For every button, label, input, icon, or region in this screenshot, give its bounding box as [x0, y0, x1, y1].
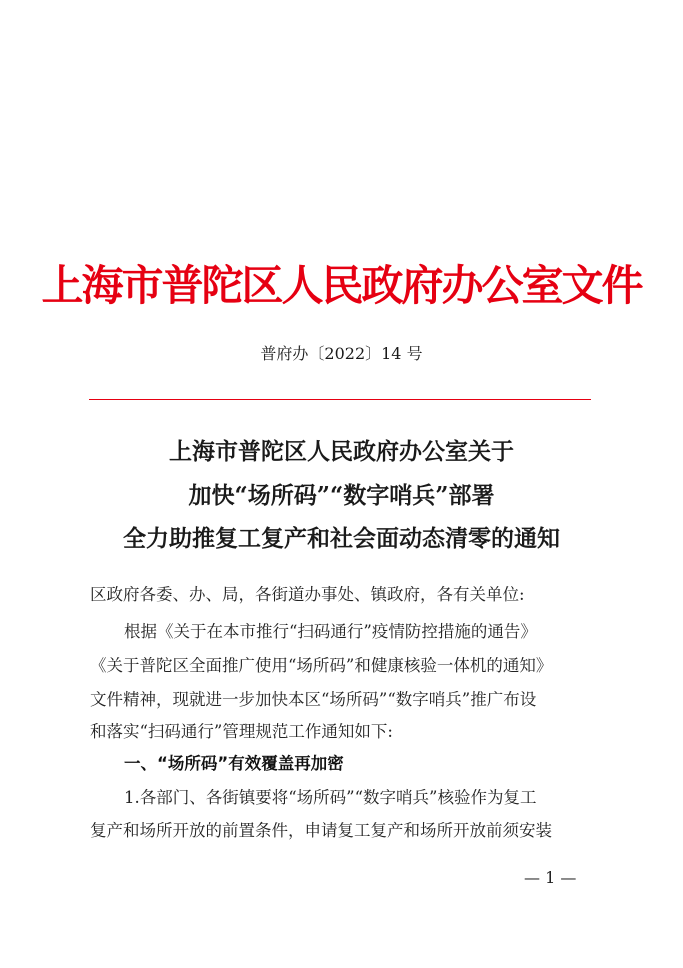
document-header-title: 上海市普陀区人民政府办公室文件 [41, 261, 642, 310]
section-1-heading: 一、“场所码”有效覆盖再加密 [124, 754, 344, 773]
subject-title-line-1: 上海市普陀区人民政府办公室关于 [169, 438, 514, 465]
paragraph1-line-1: 根据《关于在本市推行“扫码通行”疫情防控措施的通告》 [124, 622, 537, 641]
item1-line-2: 复产和场所开放的前置条件，申请复工复产和场所开放前须安装 [90, 821, 552, 840]
document-number: 普府办〔2022〕14 号 [260, 344, 423, 363]
paragraph1-line-3: 文件精神，现就进一步加快本区“场所码”“数字哨兵”推广布设 [90, 690, 537, 709]
page-number: — 1 — [524, 868, 577, 887]
item1-line-1: 1.各部门、各街镇要将“场所码”“数字哨兵”核验作为复工 [124, 788, 537, 807]
paragraph1-line-4: 和落实“扫码通行”管理规范工作通知如下: [90, 722, 393, 741]
paragraph1-line-2: 《关于普陀区全面推广使用“场所码”和健康核验一体机的通知》 [90, 656, 553, 675]
red-separator-line [89, 399, 591, 400]
subject-title-line-2: 加快“场所码”“数字哨兵”部署 [188, 482, 495, 509]
subject-title-line-3: 全力助推复工复产和社会面动态清零的通知 [123, 525, 560, 552]
addressee-line: 区政府各委、办、局，各街道办事处、镇政府，各有关单位: [90, 585, 525, 604]
